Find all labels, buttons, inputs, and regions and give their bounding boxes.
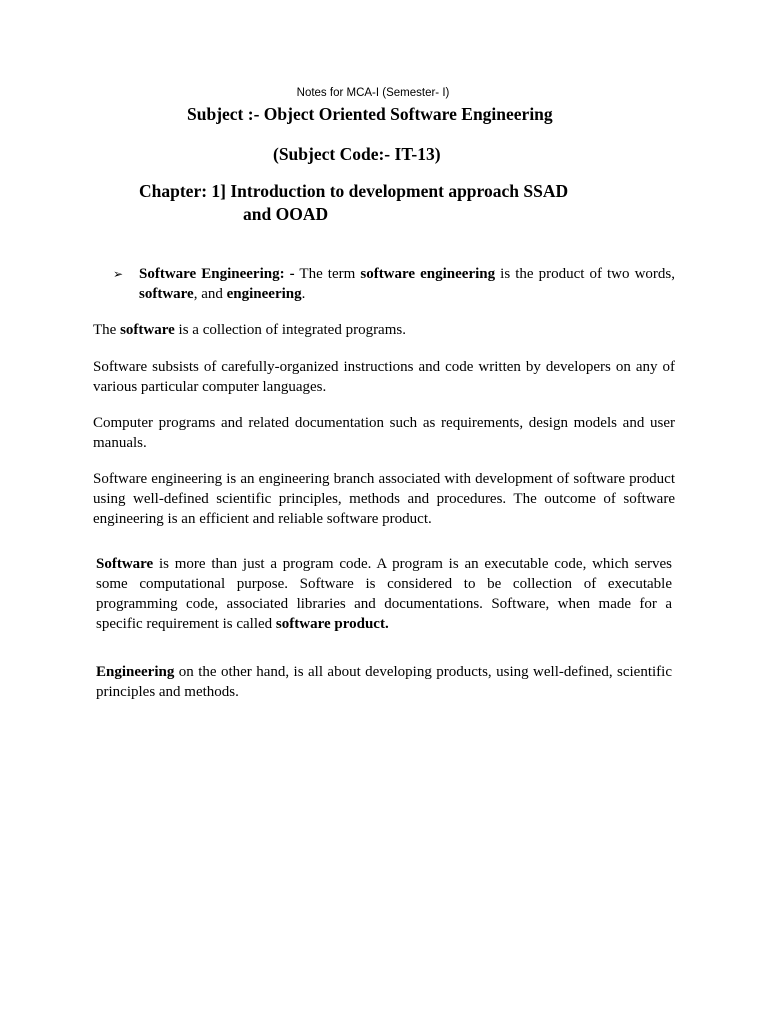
chapter-title-line1: Chapter: 1] Introduction to development approach SSAD — [139, 181, 569, 201]
paragraph-software-subsists: Software subsists of carefully-organized instructions and code written by developers on any of various particular computer languages. — [93, 359, 675, 395]
paragraph-software-definition — [93, 320, 675, 340]
notes-header: Notes for MCA-I (Semester- I) — [296, 87, 450, 99]
subject-title: Subject :- Object Oriented Software Engineering — [187, 104, 553, 124]
paragraph-engineering — [96, 662, 672, 702]
para-bold: Software — [96, 556, 154, 572]
bullet-term: Software Engineering — [139, 266, 280, 282]
bullet-bold-part: engineering — [226, 286, 302, 302]
paragraph-software-product — [96, 554, 672, 634]
para-text: on the other hand, is all about developing products, using well-defined, scientific principles and methods. — [96, 664, 672, 700]
paragraph-software-engineering: Software engineering is an engineering branch associated with development of software product using well-defined scientific principles, methods and procedures. The outcome of software engineering is an efficient and reliable software product. — [93, 471, 675, 527]
bullet-separator: : - — [279, 266, 295, 282]
bullet-bold-part: software engineering — [360, 266, 496, 282]
para-text: is more than just a program code. A program is an executable code, which serves some computational purpose. Software is considered to be collection of executable programming code, associated libraries and documentations. Software, when made for a specific requirement is called — [96, 556, 672, 632]
bullet-text — [139, 264, 675, 304]
paragraph-computer-programs: Computer programs and related documentation such as requirements, design models and user manuals. — [93, 415, 675, 451]
bullet-text-part: , and — [193, 286, 227, 302]
para-text: is a collection of integrated programs. — [174, 322, 406, 338]
chapter-title-line2: and OOAD — [243, 204, 329, 224]
para-text: The — [93, 322, 121, 338]
arrow-bullet-icon: ➢ — [113, 267, 124, 281]
chapter-title — [139, 180, 568, 226]
subject-code: (Subject Code:- IT-13) — [273, 144, 441, 164]
bullet-text-part: is the product of two words, — [495, 266, 675, 282]
software-engineering-bullet — [113, 264, 675, 304]
bullet-text-part: . — [301, 286, 306, 302]
bullet-text-part: The term — [294, 266, 361, 282]
para-bold: software product. — [275, 616, 389, 632]
para-bold: software — [120, 322, 175, 338]
para-bold: Engineering — [96, 664, 175, 680]
bullet-bold-part: software — [139, 286, 194, 302]
